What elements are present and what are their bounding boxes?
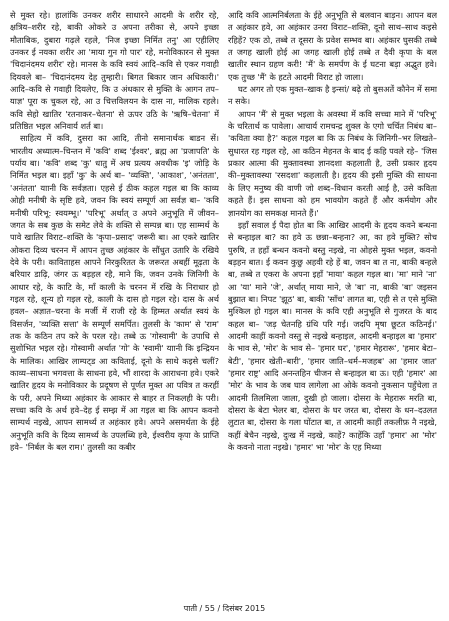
page-footer: पाती / 55 / दिसंबर 2015 — [183, 604, 266, 613]
paragraph: आपन 'मैं' से मुक्त भइला के अवस्था में कवि सच्चा माने में 'परिभू' के चरितार्थ क पावेला। आचार्य रामचन्द्र शुक्ल के एगो चर्चित निबंध बा– 'कविता क्या है?' कहल गइल बा कि ऊ निबंध के जिनिगी–भर लिखते–सुधारत रह गइल रहे, आ कठिन मेहनत के बाद ई कहि पवले रहे– 'जिस प्रकार आत्मा की मुक्तावस्था ज्ञानदशा कहलाती है, उसी प्रकार हृदय की–मुक्तावस्था 'रसदशा' कहलाती है। हृदय की इसी मुक्ति की साधना के लिए मनुष्य की वाणी जो शब्द–विधान करती आई है, उसे कविता कहते हैं। इस साधना को हम भावयोग कहते हैं और कर्मयोग और ज्ञानयोग का समकक्ष मानते हैं।' — [228, 108, 437, 218]
couplet: घट अगर तो एक मुक्त–खाक है इन्सां/ बढ़े तो बुसअतें कौनेन में समा न सके। — [228, 84, 437, 107]
left-column — [10, 9, 219, 597]
paragraph: से मुक्त रहे। हालांकि उनकर शरीर साधारने आदमी के शरीर रहे, क्षत्रिय–शरीर रहे, बाकी ओकरे उ अपना तरीका से, अपने इच्छा मौताबिक, दुबारा गढ़ले रहले, 'निज इच्छा निर्मित तनु' आ एहीलिए उनकर ई नयका शरीर आ 'माया गुन गो पार' रहे, मनोविकारन से मुक्त 'चिदानंदमय शरीर' रहे। मानस के कवि स्वयं आदि–कवि से एकर गवाही दियवले बा– 'चिदानंदमय देह तुम्हारी। बिगत बिकार जान अधिकारी।' आदि–कवि से गवाही दियलेए, कि उ अंधकार से मुक्ति के आगन तप–याज्ञ' पूरा क चुकल रहे, आ उ चित्तविलयन के दास ना, मालिक रहले। कवि सेहो खातिर 'रतनाकर–चेतना' से ऊपर उठि के 'ऋषि–चेतना' में प्रतिष्ठित भइल अनिवार्य शर्त बा। — [10, 10, 219, 132]
paragraph: आदि कवि आत्मनिर्बलता के ईहे अनुभूति से बलवान बाड़न। आपन बल त अहंकार हवे, आ अहंकार उनरा विराट–शक्ति, दूनो साथ–साथ कइसे रहिहें? एक ठो, तब्बे त दूसरा के प्रवेश सम्भव बा। अहंकार घुसकी तब्बे त जगह खाली होई आ जगह खाली होई तब्बे त दैवी कृपा के बल खातीर स्थान ग्रहण करी! 'मैं' के समर्पण के ई घटना बड़ा अद्भुत हवे। एक तुच्छ 'मैं' के हटते आदमी विराट हो जाला। — [228, 10, 437, 82]
paragraph: साहित्य में कवि, दुसरा का आदि, तीनो समानार्थक बाडन सें। भारतीय अध्यात्म–चिन्तन में 'कवि' शब्द 'ईश्वर', ब्रह्म आ 'प्रजापति' के पर्याय बा। 'कवि' शब्द 'कु' धातु में अच प्रत्यय अवधीक 'इ' जोड़ि के निर्मित भइल बा। इहाँ 'कु' के अर्थ बा– 'व्यक्ति', 'आकाश', 'अनंतता', 'अनंतता' याानी कि सर्वज्ञता। एहसे ई ठीक कहल गइल बा कि काव्य ओही मनीषी के सृष्टि हवे, जवन कि स्वयं सम्पूर्ण आ सर्वज्ञ बा– 'कवि मनीषी परिभू: स्वयम्भू।' 'परिभू' अर्थात् उ अपने अनुभूति में जीवन–जगत के सब कुछ के समेट लेवे के शक्ति से सम्पन्न बा। एह साम्मर्थ के पावे खातिर विराट–शक्ति के 'कृपा–प्रसाद' जरूरी बा। आ एकरे खातिर ओकरा दिव्य चरनन में आपन तुच्छ अहंकार के सौंधुत उतारि के रखिये देवे के परी। काविताहस आपने निरकुरितत के जरूरत अबहीं मूढ़ता के बरियार डाढ़ि, जंगर ऊ बड़हल रहै, माने कि, जवन उनके जिनिगी के आधार रहे, के काटि के, माँ काली के चरनन में रखि के निराधार हो गइल रहे, शून्य हो गइल रहे, काली के दास हो गइल रहे। दास के अर्थ हवल– अज्ञात–चरना के मर्जी में राजी रहे के हिम्मत अर्थात स्वयं के विसर्जन, 'व्यक्ति सत्ता' के सम्पूर्ण समर्पित। तुलसी के 'काम' से 'राम' तक के कठिन तप करे के परल रहे। तब्बे ऊ 'गोस्वामी' के उपाधि से सुशोभित भइल रहे। गोस्वामी अर्थात 'गो' के 'स्वामी' याानी कि इन्द्रियन के मालिक। आखिर लाम्पट्ड आ कविताई, दूनो के साथे कइसे चलीं? काव्य–साधना भगवत्ता के साधना हवे, भौं शारदा के आराधना हवे। एकरे खातिर हृदय के मनोविकार के प्रदूषण से पूर्णत मुक्त आ पवित्र त करहीं के परी, अपने मिथ्या अहंकार के आकार से बाहर त निकलही के परी। सच्चा कवि के अर्थ हवे–देह ई सम्झ में आ गइल बा कि आपन कवनो साम्पर्थ नइखे, आपन सामर्थ्य त अहंकार हवे। अपने असमर्थता के ईहे अनुभूति कवि के दिव्य सामर्थ्य के उपलब्धि हवे, ईश्वरीय कृपा के प्राप्ति हवे– 'निर्बल के बल राम।' तुलसी का कबीर — [10, 133, 219, 453]
paragraph: इहाँ सवाल ई पैदा होत बा कि आखिर आदमी के हृदय कवने बन्धना से बन्हाइल बा? का हवे ऊ छन्ना–बन्हना? आ, का हवे मुक्ति? सोच पुरुषि, त हहाँ बन्धन कवनो बस्तु नइखे, ना ओहसे मुक्त भइल, कवनो बड़हन बात। ई कवन कुछु अहवी रहे हें बा, जवन बा त ना, बाकी बन्हले बा, तब्बे त एकरा के अपना इहाँ 'माया' कहल गइल बा। 'मा' माने 'ना' आ 'या' माने 'जे', अर्थात् माया माने, जे 'बा' ना, बाकी 'बा' जइसन बुझात बा। निपट 'झूठ' बा, बाकी 'साँच' लागत बा, एही से त एसे मुक्ति मुश्किल हो गइल बा। मानस के कवि एही अनुभूति से गुजरत के बाद कहल बा– 'जड़ चेतनहि ग्रंथि परि गई। जदपि मृषा छूटत कठिनई।' आदमी काहीं कवनो वस्तु से नइखे बन्हाइल, आदमी बन्हाइल बा 'हमार' के भाव से, 'मोर' के भाव से– 'हमार घर', 'हमार मेहरारू', 'हमार बेटा–बेटी', 'हमार खेती–बारी', 'हमार जाति–धर्म–मजहब' आ 'हमार जात' 'हमार राष्ट्र' आदि अनन्तहिन चीजन से बन्हाइल बा ऊ। एही 'हमार' आ 'मोर' के भाव के जब घाव लागेला आ ओके कवनो नुकसान पहुँचेला त आदमी तिलमिला जाला, दुखी हो जाला। दोसरा के मेहरारू मरति बा, दोसरा के बेटा भेलर बा, दोसरा के घर जरत बा, दोसरा के धन–दउलत लुटात बा, दोसरा के गला घोंटात बा, त आदमी काहीं तकलीफ़ नै नइखे, कहीं बेचैन नइखे, दुःख में नइखे, काहें? काहेंकि उहाँ 'हमार' आ 'मोर' के कवनो नाता नइखे। 'हमार' भा 'मोर' के एह मिथ्या — [228, 219, 437, 453]
right-column — [228, 9, 437, 597]
